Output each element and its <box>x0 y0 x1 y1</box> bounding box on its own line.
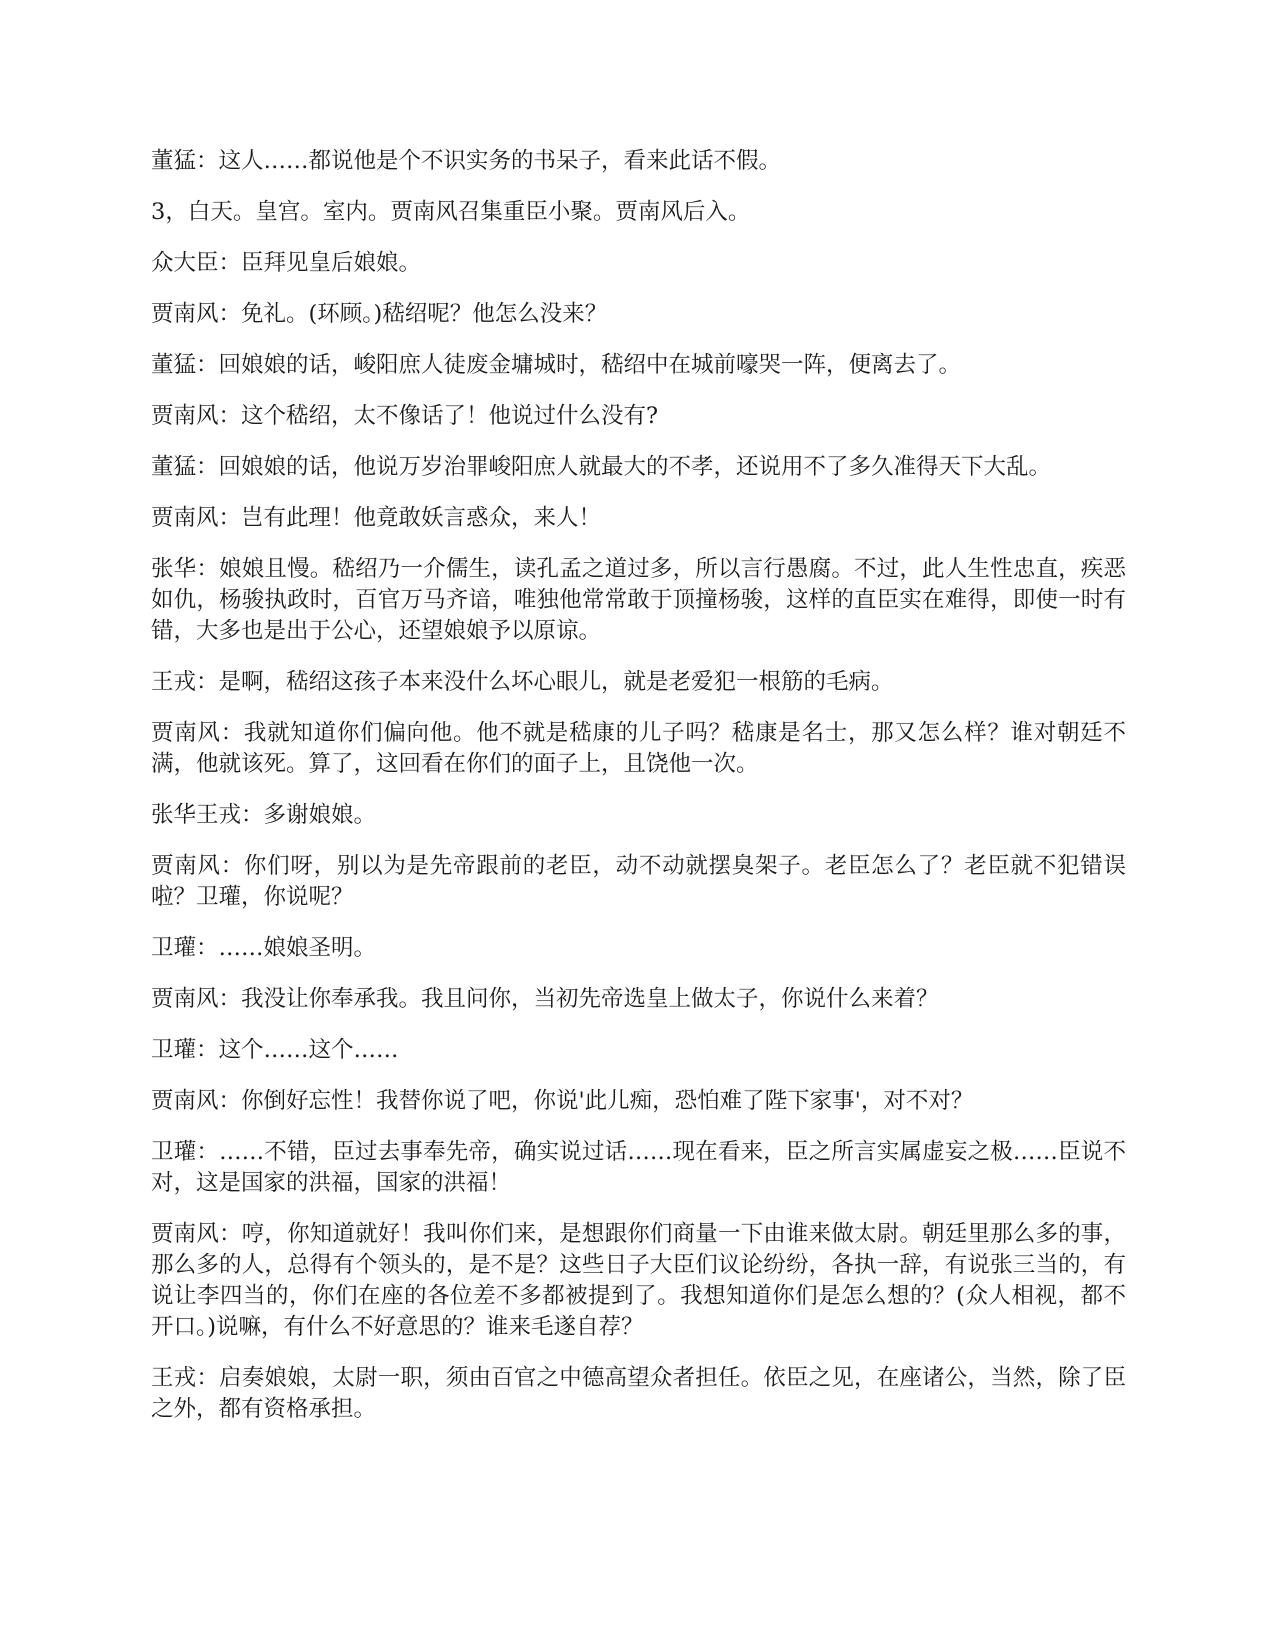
scene-heading: 3，白天。皇宫。室内。贾南风召集重臣小聚。贾南风后入。 <box>151 199 751 225</box>
dialogue-line: 卫瓘：……不错，臣过去事奉先帝，确实说过话……现在看来，臣之所言实属虚妄之极……臣说不对，这是国家的洪福，国家的洪福！ <box>151 1139 1126 1196</box>
dialogue-line: 贾南风：岂有此理！他竟敢妖言惑众，来人！ <box>151 505 602 531</box>
dialogue-line: 董猛：回娘娘的话，他说万岁治罪峻阳庶人就最大的不孝，还说用不了多久准得天下大乱。 <box>151 454 1052 480</box>
dialogue-line: 王戎：启奏娘娘，太尉一职，须由百官之中德高望众者担任。依臣之见，在座诸公，当然，除了臣之外，都有资格承担。 <box>151 1365 1126 1422</box>
dialogue-line: 贾南风：哼，你知道就好！我叫你们来，是想跟你们商量一下由谁来做太尉。朝廷里那么多的事，那么多的人，总得有个领头的，是不是？这些日子大臣们议论纷纷，各执一辞，有说张三当的，有说让李四当的，你们在座的各位差不多都被提到了。我想知道你们是怎么想的？(众人相视，都不开口。)说嘛，有什么不好意思的？谁来毛遂自荐？ <box>151 1221 1126 1340</box>
dialogue-line: 张华王戎：多谢娘娘。 <box>151 802 377 828</box>
dialogue-line: 张华：娘娘且慢。嵇绍乃一介儒生，读孔孟之道过多，所以言行愚腐。不过，此人生性忠直，疾恶如仇，杨骏执政时，百官万马齐谙，唯独他常常敢于顶撞杨骏，这样的直臣实在难得，即使一时有错，大多也是出于公心，还望娘娘予以原谅。 <box>151 556 1126 644</box>
dialogue-line: 王戎：是啊，嵇绍这孩子本来没什么坏心眼儿，就是老爱犯一根筋的毛病。 <box>151 669 894 695</box>
dialogue-line: 贾南风：你们呀，别以为是先帝跟前的老臣，动不动就摆臭架子。老臣怎么了？老臣就不犯错误啦？卫瓘，你说呢？ <box>151 853 1126 910</box>
dialogue-line: 董猛：回娘娘的话，峻阳庶人徒废金墉城时，嵇绍中在城前嚎哭一阵，便离去了。 <box>151 352 962 378</box>
dialogue-line: 贾南风：你倒好忘性！我替你说了吧，你说'此儿痴，恐怕难了陛下家事'，对不对？ <box>151 1088 974 1114</box>
script-body <box>151 146 1126 1445</box>
dialogue-line: 贾南风：我就知道你们偏向他。他不就是嵇康的儿子吗？嵇康是名士，那又怎么样？谁对朝廷不满，他就该死。算了，这回看在你们的面子上，且饶他一次。 <box>151 720 1126 777</box>
dialogue-line: 贾南风：免礼。(环顾。)嵇绍呢？他怎么没来？ <box>151 301 608 327</box>
dialogue-line: 卫瓘：……娘娘圣明。 <box>151 935 377 961</box>
dialogue-line: 董猛：这人……都说他是个不识实务的书呆子，看来此话不假。 <box>151 148 782 174</box>
dialogue-line: 众大臣：臣拜见皇后娘娘。 <box>151 250 422 276</box>
dialogue-line: 贾南风：这个嵇绍，太不像话了！他说过什么没有? <box>151 403 659 429</box>
dialogue-line: 贾南风：我没让你奉承我。我且问你，当初先帝选皇上做太子，你说什么来着？ <box>151 986 939 1012</box>
dialogue-line: 卫瓘：这个……这个…… <box>151 1037 399 1063</box>
